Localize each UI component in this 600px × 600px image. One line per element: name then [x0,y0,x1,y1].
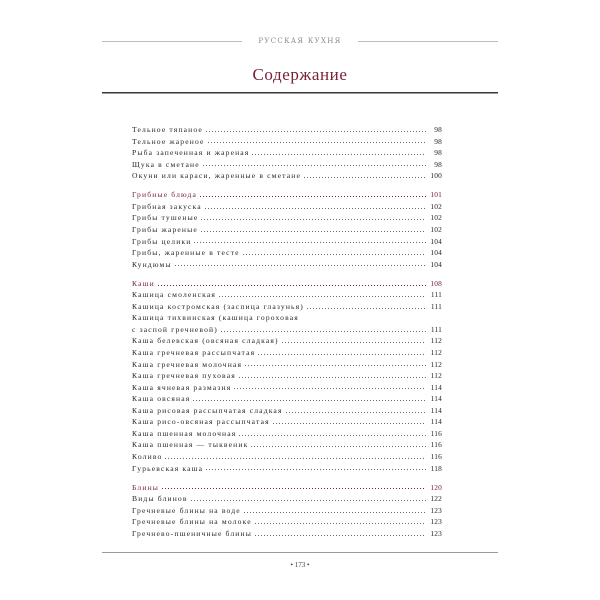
dot-leader [285,412,426,413]
dot-leader [204,208,426,209]
dot-leader [233,388,426,389]
toc-entry-page: 122 [430,494,442,504]
toc-entry-title: Окуни или караси, жаренные в сметане [132,171,301,181]
toc-entry-page: 112 [430,371,442,381]
dot-leader [207,142,426,143]
dot-leader [205,469,426,470]
dot-leader [192,400,426,401]
toc-entry-title: Рыба запеченная и жареная [132,148,250,158]
dot-leader [306,308,426,309]
toc-entry-page: 118 [430,463,442,473]
toc-entry-page: 102 [430,224,442,234]
toc-entry-page: 111 [430,301,442,311]
running-head-rule-left [102,41,242,42]
toc-entry [132,259,442,271]
toc-entry-page: 111 [430,324,442,334]
dot-leader [250,446,426,447]
toc-entry-title: Гречневые блины на молоке [132,517,252,527]
toc-entry-title: Каша пшенная — тыквеник [132,440,249,450]
dot-leader [174,265,426,266]
dot-leader [257,354,426,355]
dot-leader [272,423,426,424]
toc-entry-title: Каша рисо-овсяная рассыпчатая [132,417,270,427]
toc-entry-title: Грибы жареные [132,224,198,234]
toc-entry [132,516,442,528]
toc-entry-page: 114 [430,394,442,404]
toc-entry-title: Гречнево-пшеничные блины [132,528,252,538]
toc-entry-page: 102 [430,213,442,223]
toc-entry-page: 98 [434,125,442,134]
toc-entry-title: Каша гречневая молочная [132,359,243,369]
running-head-label: РУССКАЯ КУХНЯ [258,37,342,45]
toc-entry [132,201,442,213]
running-head [102,36,498,46]
toc-entry [132,247,442,259]
toc-entry [132,528,442,540]
toc-entry-page: 114 [430,382,442,392]
toc-entry-title: Каша овсяная [132,394,191,404]
toc-section-heading [132,189,442,201]
toc-entry [132,463,442,475]
dot-leader [205,131,426,132]
running-head-rule-right [358,41,498,42]
toc-entry [132,136,442,148]
toc-entry-title: Гурьевская каша [132,463,204,473]
footer-rule [102,552,498,553]
dot-leader [254,535,426,536]
toc-entry-page: 116 [430,440,442,450]
toc-entry [132,393,442,405]
toc-entry-title: Грибы, жаренные в тесте [132,248,240,258]
toc-entry-title: Гречневые блины на воде [132,505,241,515]
dot-leader [242,254,426,255]
dot-leader [243,512,426,513]
toc-entry [132,359,442,371]
toc-entry-title: Каша пшенная молочная [132,428,237,438]
toc-entry-title: с заспой гречневой) [132,324,218,334]
dot-leader [244,365,426,366]
toc-entry-page: 98 [434,136,442,146]
toc-entry-page: 102 [430,201,442,211]
toc-entry-page: 114 [430,405,442,415]
toc-entry-title: Тельное тяпаное [132,125,203,134]
toc-entry-title: Грибная закуска [132,201,202,211]
toc-entry-page: 123 [430,517,442,527]
toc-entry [132,159,442,171]
toc-entry-page: 116 [430,428,442,438]
toc-spacer [132,270,442,278]
dot-leader [220,331,426,332]
page-title: Содержание [252,65,348,84]
toc-spacer [132,474,442,482]
page-number: • 173 • [290,561,310,569]
toc-entry [132,124,442,136]
dot-leader [303,177,426,178]
toc-entry [132,439,442,451]
toc-entry [132,335,442,347]
dot-leader [200,231,426,232]
dot-leader [200,219,426,220]
toc-entry [132,416,442,428]
toc-entry [132,347,442,359]
toc-entry-title: Каша ячневая размазня [132,382,232,392]
toc-entry-page: 98 [434,159,442,169]
toc-entry-page: 108 [430,278,442,288]
toc-entry-title: Каша рисовая рассыпчатая сладкая [132,405,283,415]
toc-entry [132,147,442,159]
toc-entry-title: Коливо [132,451,163,461]
dot-leader [218,296,426,297]
toc-entry [132,370,442,382]
toc-section-heading [132,482,442,494]
dot-leader [238,377,426,378]
toc-entry-page: 123 [430,528,442,538]
dot-leader [202,165,426,166]
toc-entry-page: 114 [430,417,442,427]
toc-entry-page: 98 [434,148,442,158]
toc-entry [132,493,442,505]
toc-entry-page: 112 [430,336,442,346]
toc-entry [132,289,442,301]
toc-entry-page: 100 [430,171,442,181]
toc-entry-page: 111 [430,290,442,300]
toc-entry-page: 101 [430,190,442,200]
dot-leader [251,154,426,155]
toc-entry [132,312,442,324]
dot-leader [164,458,426,459]
toc-entry [132,224,442,236]
toc-entry [132,405,442,417]
toc-entry-page: 104 [430,248,442,258]
dot-leader [157,285,426,286]
dot-leader [190,500,426,501]
toc-entry-title: Каша гречневая рассыпчатая [132,348,256,358]
toc-entry [132,451,442,463]
toc-entry-title: Каши [132,278,155,288]
toc-entry-page: 120 [430,482,442,492]
toc-entry [132,212,442,224]
toc-entry-title: Кашица тихвинская (кашица гороховая [132,313,299,323]
toc-entry-page: 112 [430,359,442,369]
dot-leader [193,242,426,243]
toc-entry-title: Грибы тушеные [132,213,199,223]
toc-entry [132,428,442,440]
toc-entry-title: Кашица костромская (заспица глазунья) [132,301,304,311]
dot-leader [161,488,426,489]
dot-leader [199,196,426,197]
toc-entry [132,236,442,248]
toc-entry [132,382,442,394]
toc-section-heading [132,278,442,290]
title-rule [102,92,498,94]
toc-spacer [132,182,442,190]
toc-entry-title: Каша гречневая пуховая [132,371,236,381]
toc-entry-page: 112 [430,348,442,358]
toc-entry-title: Щука в сметане [132,159,200,169]
dot-leader [238,435,426,436]
toc-entry-title: Кундюмы [132,259,172,269]
toc-entry-title: Тельное жареное [132,136,205,146]
toc-entry-title: Блины [132,482,160,492]
toc-entry-page: 104 [430,236,442,246]
toc-entry [132,170,442,182]
toc-entry-page: 123 [430,505,442,515]
toc-entry [132,505,442,517]
dot-leader [254,523,426,524]
toc-entry-title: Кашица смоленская [132,290,217,300]
toc-entry-title: Грибы целики [132,236,192,246]
toc-entry-page: 116 [430,451,442,461]
table-of-contents [132,124,442,539]
toc-entry [132,301,442,313]
toc-entry-title: Виды блинов [132,494,188,504]
toc-entry-title: Каша белевская (овсяная сладкая) [132,336,279,346]
toc-entry-title: Грибные блюда [132,190,198,200]
dot-leader [281,342,426,343]
toc-entry [132,324,442,336]
toc-entry-page: 104 [430,259,442,269]
